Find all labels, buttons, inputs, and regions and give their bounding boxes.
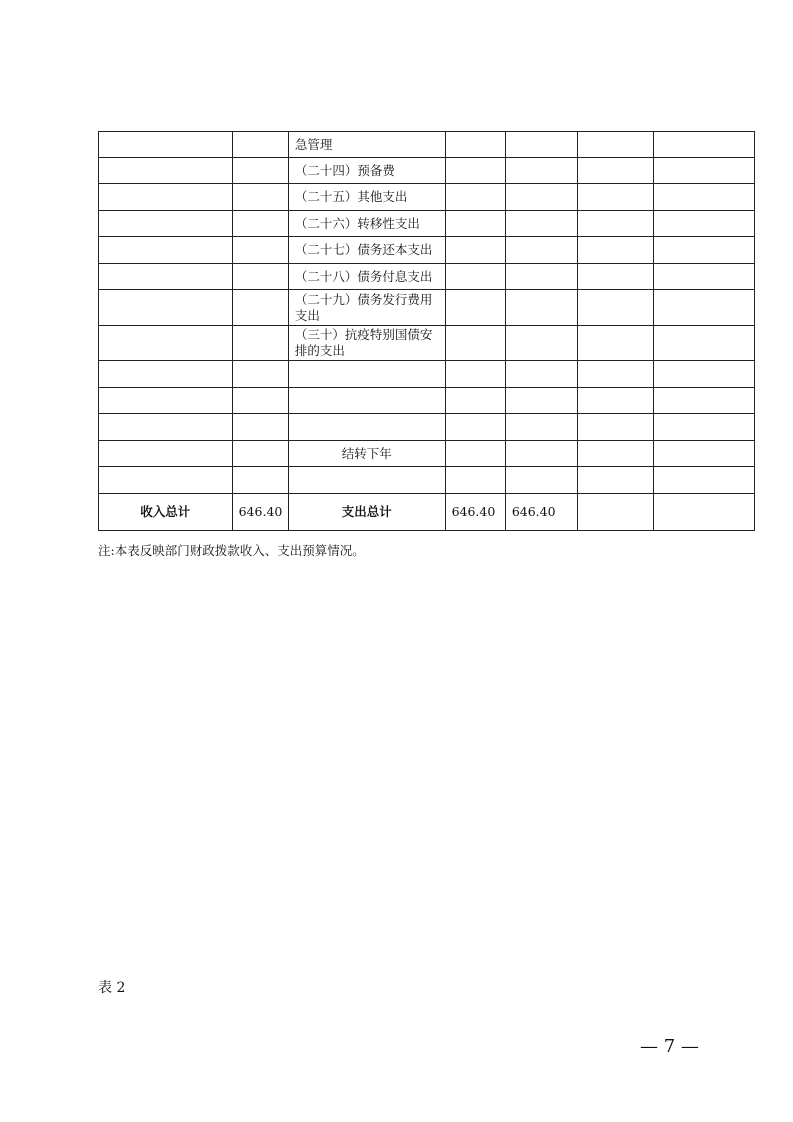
table-row [99,441,755,467]
empty-cell [505,326,577,361]
empty-cell [653,290,755,326]
empty-cell [232,211,288,237]
empty-cell [653,414,755,441]
empty-cell [99,132,233,158]
empty-cell [99,158,233,184]
page-number: — 7 — [640,1036,699,1057]
empty-cell [232,441,288,467]
empty-cell [99,290,233,326]
empty-cell [505,414,577,441]
empty-cell [578,211,653,237]
table-row [99,184,755,211]
total-row [99,494,755,531]
empty-cell [445,211,505,237]
table-row [99,158,755,184]
empty-cell [578,494,653,531]
empty-cell [653,132,755,158]
empty-cell [232,184,288,211]
empty-cell [505,388,577,414]
empty-cell [653,361,755,388]
empty-cell [445,264,505,290]
empty-cell [653,211,755,237]
empty-cell [232,237,288,264]
expense-item-cell [288,388,445,414]
empty-cell [232,264,288,290]
empty-cell [578,361,653,388]
expense-item-cell [288,467,445,494]
empty-cell [99,441,233,467]
empty-cell [445,326,505,361]
empty-cell [99,467,233,494]
empty-cell [232,132,288,158]
empty-cell [99,237,233,264]
budget-table [98,131,755,531]
empty-cell [653,326,755,361]
empty-cell [653,264,755,290]
expense-item-cell: （二十六）转移性支出 [288,211,445,237]
empty-cell [445,441,505,467]
empty-cell [445,467,505,494]
empty-cell [505,467,577,494]
expense-item-cell: （二十七）债务还本支出 [288,237,445,264]
expense-item-cell: 急管理 [288,132,445,158]
empty-cell [653,388,755,414]
empty-cell [578,290,653,326]
empty-cell [445,388,505,414]
table-label: 表 2 [98,980,126,996]
empty-cell [578,441,653,467]
empty-cell [99,414,233,441]
expense-item-cell: （三十）抗疫特别国债安排的支出 [288,326,445,361]
table-row [99,361,755,388]
table-note: 注:本表反映部门财政拨款收入、支出预算情况。 [98,543,365,558]
empty-cell [578,158,653,184]
table-row [99,414,755,441]
empty-cell [653,467,755,494]
empty-cell [578,326,653,361]
empty-cell [445,184,505,211]
table-row [99,467,755,494]
empty-cell [99,184,233,211]
empty-cell [505,158,577,184]
empty-cell [653,184,755,211]
table-row [99,388,755,414]
empty-cell [232,467,288,494]
empty-cell [578,264,653,290]
empty-cell [653,494,755,531]
empty-cell [505,361,577,388]
income-total-value: 646.40 [232,494,288,531]
empty-cell [232,414,288,441]
empty-cell [445,158,505,184]
expense-item-cell [288,361,445,388]
table-row [99,132,755,158]
empty-cell [653,441,755,467]
expense-item-cell: （二十四）预备费 [288,158,445,184]
expense-item-cell: （二十九）债务发行费用支出 [288,290,445,326]
expense-item-cell: 结转下年 [288,441,445,467]
empty-cell [99,361,233,388]
empty-cell [505,211,577,237]
budget-table-body [99,132,755,531]
expense-item-cell [288,414,445,441]
table-row [99,211,755,237]
empty-cell [653,237,755,264]
empty-cell [505,237,577,264]
table-row [99,326,755,361]
empty-cell [505,441,577,467]
empty-cell [578,467,653,494]
empty-cell [505,264,577,290]
expense-total-value-1: 646.40 [445,494,505,531]
expense-item-cell: （二十五）其他支出 [288,184,445,211]
empty-cell [232,158,288,184]
table-row [99,290,755,326]
empty-cell [445,237,505,264]
empty-cell [505,184,577,211]
empty-cell [445,290,505,326]
empty-cell [505,132,577,158]
empty-cell [99,211,233,237]
empty-cell [232,290,288,326]
empty-cell [578,388,653,414]
empty-cell [99,326,233,361]
empty-cell [653,158,755,184]
empty-cell [578,414,653,441]
empty-cell [445,361,505,388]
empty-cell [232,361,288,388]
empty-cell [445,414,505,441]
income-total-label: 收入总计 [99,494,233,531]
empty-cell [232,388,288,414]
empty-cell [445,132,505,158]
table-row [99,237,755,264]
expense-item-cell: （二十八）债务付息支出 [288,264,445,290]
expense-total-label: 支出总计 [288,494,445,531]
empty-cell [99,264,233,290]
empty-cell [578,237,653,264]
table-row [99,264,755,290]
expense-total-value-2: 646.40 [505,494,577,531]
empty-cell [505,290,577,326]
empty-cell [232,326,288,361]
empty-cell [578,132,653,158]
empty-cell [578,184,653,211]
empty-cell [99,388,233,414]
